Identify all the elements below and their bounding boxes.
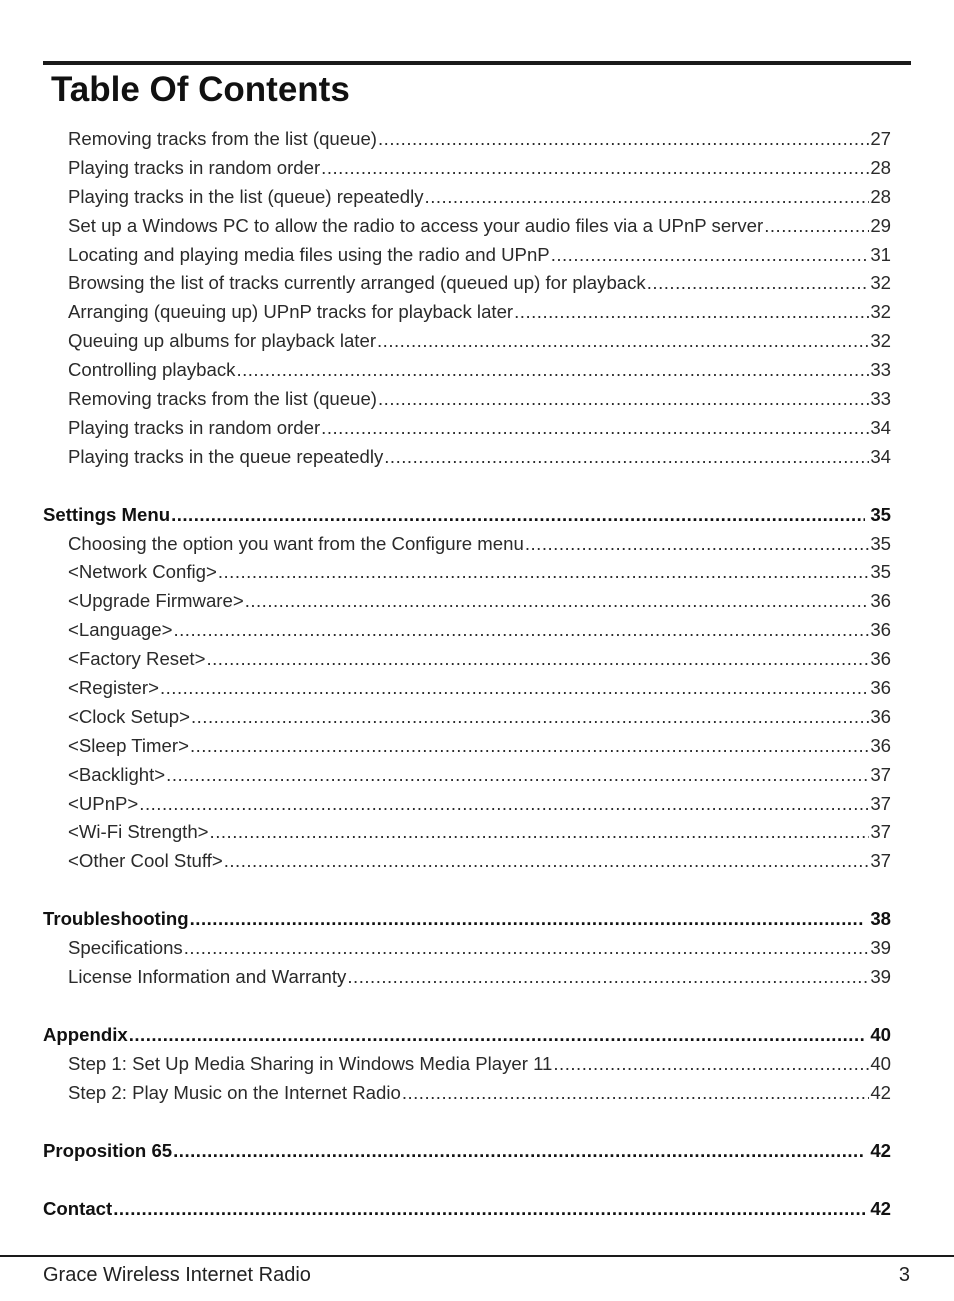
dot-leader: [378, 385, 869, 414]
footer-title: Grace Wireless Internet Radio: [43, 1264, 311, 1286]
toc-entry-label: Arranging (queuing up) UPnP tracks for playback later: [68, 301, 514, 323]
toc-entry[interactable]: [43, 1079, 891, 1108]
toc-entry[interactable]: [43, 183, 891, 212]
dot-leader: [321, 414, 869, 443]
toc-entry[interactable]: [43, 1050, 891, 1079]
dot-leader: [402, 1079, 870, 1108]
toc-entry-label: Playing tracks in random order: [68, 156, 321, 178]
toc-entry-page-number: 32: [870, 330, 891, 352]
toc-entry-page-number: 39: [870, 966, 891, 988]
toc-gap: [43, 1166, 891, 1195]
toc-entry-page-number: 36: [870, 648, 891, 670]
dot-leader: [384, 443, 869, 472]
dot-leader: [184, 934, 870, 963]
toc-entry[interactable]: [43, 125, 891, 154]
toc-entry-page-number: 38: [870, 908, 891, 930]
toc-entry-page-number: 42: [870, 1197, 891, 1219]
dot-leader: [173, 1137, 865, 1166]
toc-entry[interactable]: [43, 761, 891, 790]
toc-entry[interactable]: [43, 414, 891, 443]
top-rule: [43, 61, 911, 65]
dot-leader: [173, 616, 869, 645]
dot-leader: [160, 674, 869, 703]
dot-leader: [425, 183, 870, 212]
toc-entry[interactable]: [43, 154, 891, 183]
toc-entry-page-number: 36: [870, 590, 891, 612]
toc-entry-page-number: 42: [870, 1139, 891, 1161]
toc-entry-page-number: 35: [870, 532, 891, 554]
toc-entry-page-number: 33: [870, 388, 891, 410]
toc-entry-page-number: 32: [870, 301, 891, 323]
dot-leader: [525, 530, 869, 559]
dot-leader: [129, 1021, 866, 1050]
toc-entry-page-number: 33: [870, 359, 891, 381]
toc-gap: [43, 472, 891, 501]
dot-leader: [553, 1050, 869, 1079]
footer-rule: [0, 1255, 954, 1257]
toc-entry[interactable]: [43, 818, 891, 847]
toc-entry[interactable]: [43, 530, 891, 559]
dot-leader: [191, 703, 869, 732]
toc-entry[interactable]: [43, 298, 891, 327]
toc-entry[interactable]: [43, 443, 891, 472]
dot-leader: [224, 847, 870, 876]
dot-leader: [347, 963, 869, 992]
page-title: Table Of Contents: [51, 70, 350, 109]
toc-entry-label: Troubleshooting: [43, 908, 189, 930]
toc-section-entry[interactable]: [43, 1195, 891, 1224]
toc-entry[interactable]: [43, 645, 891, 674]
toc-entry-label: Playing tracks in the list (queue) repeatedly: [68, 185, 424, 207]
toc-entry[interactable]: [43, 558, 891, 587]
dot-leader: [210, 818, 870, 847]
toc-entry-label: Proposition 65: [43, 1139, 173, 1161]
toc-entry-label: Removing tracks from the list (queue): [68, 388, 377, 410]
toc-entry[interactable]: [43, 356, 891, 385]
dot-leader: [764, 212, 869, 241]
toc-entry-page-number: 36: [870, 619, 891, 641]
toc-entry[interactable]: [43, 674, 891, 703]
dot-leader: [206, 645, 869, 674]
toc-entry-page-number: 32: [870, 272, 891, 294]
dot-leader: [236, 356, 869, 385]
toc-gap: [43, 992, 891, 1021]
toc-entry[interactable]: [43, 963, 891, 992]
dot-leader: [166, 761, 869, 790]
toc-entry-page-number: 37: [870, 763, 891, 785]
toc-entry-page-number: 39: [870, 937, 891, 959]
toc-entry-page-number: 28: [870, 185, 891, 207]
toc-entry-label: Playing tracks in the queue repeatedly: [68, 445, 384, 467]
toc-entry[interactable]: [43, 212, 891, 241]
toc-entry-label: Choosing the option you want from the Configure menu: [68, 532, 524, 554]
toc-entry-page-number: 42: [870, 1081, 891, 1103]
toc-entry-page-number: 31: [870, 243, 891, 265]
toc-entry-label: <Other Cool Stuff>: [68, 850, 223, 872]
toc-gap: [43, 1108, 891, 1137]
toc-entry-page-number: 29: [870, 214, 891, 236]
toc-entry-label: <Wi-Fi Strength>: [68, 821, 209, 843]
dot-leader: [321, 154, 869, 183]
toc-entry[interactable]: [43, 616, 891, 645]
toc-entry-label: Set up a Windows PC to allow the radio to access your audio files via a UPnP server: [68, 214, 764, 236]
toc-entry[interactable]: [43, 790, 891, 819]
dot-leader: [514, 298, 869, 327]
toc-entry[interactable]: [43, 934, 891, 963]
dot-leader: [113, 1195, 865, 1224]
toc-entry-page-number: 34: [870, 445, 891, 467]
toc-entry-label: <Factory Reset>: [68, 648, 206, 670]
toc-entry-label: Step 1: Set Up Media Sharing in Windows Media Player 11: [68, 1052, 553, 1074]
toc-entry-page-number: 35: [870, 561, 891, 583]
toc-entry-label: Controlling playback: [68, 359, 236, 381]
dot-leader: [245, 587, 870, 616]
toc-entry-page-number: 36: [870, 677, 891, 699]
toc-gap: [43, 876, 891, 905]
toc-entry-label: Playing tracks in random order: [68, 416, 321, 438]
toc-section-entry[interactable]: [43, 1137, 891, 1166]
toc-section-entry[interactable]: [43, 1021, 891, 1050]
toc-entry-label: <Sleep Timer>: [68, 734, 189, 756]
toc-entry-page-number: 36: [870, 734, 891, 756]
toc-entry[interactable]: [43, 327, 891, 356]
toc-entry-label: <Register>: [68, 677, 159, 699]
toc-entry-label: Step 2: Play Music on the Internet Radio: [68, 1081, 401, 1103]
dot-leader: [551, 241, 870, 270]
toc-entry-label: Appendix: [43, 1023, 128, 1045]
toc-entry-page-number: 34: [870, 416, 891, 438]
toc-entry-label: <Backlight>: [68, 763, 166, 785]
toc-entry-page-number: 37: [870, 821, 891, 843]
dot-leader: [377, 327, 869, 356]
toc-entry-label: <Upgrade Firmware>: [68, 590, 244, 612]
toc-entry-label: <UPnP>: [68, 792, 139, 814]
toc-entry[interactable]: [43, 241, 891, 270]
toc-entry[interactable]: [43, 269, 891, 298]
dot-leader: [139, 790, 869, 819]
toc-section-entry[interactable]: [43, 905, 891, 934]
dot-leader: [218, 558, 869, 587]
toc-entry-label: Removing tracks from the list (queue): [68, 128, 377, 149]
toc-entry[interactable]: [43, 732, 891, 761]
toc-entry-page-number: 37: [870, 850, 891, 872]
toc-entry-label: Queuing up albums for playback later: [68, 330, 377, 352]
toc-entry-label: Locating and playing media files using the radio and UPnP: [68, 243, 550, 265]
table-of-contents: [43, 125, 891, 1223]
toc-entry-label: <Clock Setup>: [68, 705, 190, 727]
toc-entry-label: Browsing the list of tracks currently arranged (queued up) for playback: [68, 272, 646, 294]
toc-entry-page-number: 27: [870, 128, 891, 149]
toc-entry[interactable]: [43, 703, 891, 732]
toc-entry[interactable]: [43, 587, 891, 616]
dot-leader: [190, 732, 869, 761]
toc-entry-label: Specifications: [68, 937, 183, 959]
dot-leader: [647, 269, 870, 298]
toc-entry[interactable]: [43, 847, 891, 876]
toc-entry-label: Contact: [43, 1197, 113, 1219]
toc-entry-page-number: 36: [870, 705, 891, 727]
dot-leader: [378, 125, 869, 154]
toc-entry-page-number: 28: [870, 156, 891, 178]
footer-page-number: 3: [898, 1264, 910, 1286]
toc-entry-label: License Information and Warranty: [68, 966, 347, 988]
toc-entry-page-number: 40: [870, 1023, 891, 1045]
toc-entry[interactable]: [43, 385, 891, 414]
toc-entry-page-number: 40: [870, 1052, 891, 1074]
toc-entry-label: <Language>: [68, 619, 173, 641]
toc-entry-page-number: 35: [870, 503, 891, 525]
toc-section-entry[interactable]: [43, 501, 891, 530]
toc-entry-page-number: 37: [870, 792, 891, 814]
toc-entry-label: Settings Menu: [43, 503, 171, 525]
toc-entry-label: <Network Config>: [68, 561, 217, 583]
dot-leader: [171, 501, 865, 530]
dot-leader: [190, 905, 866, 934]
